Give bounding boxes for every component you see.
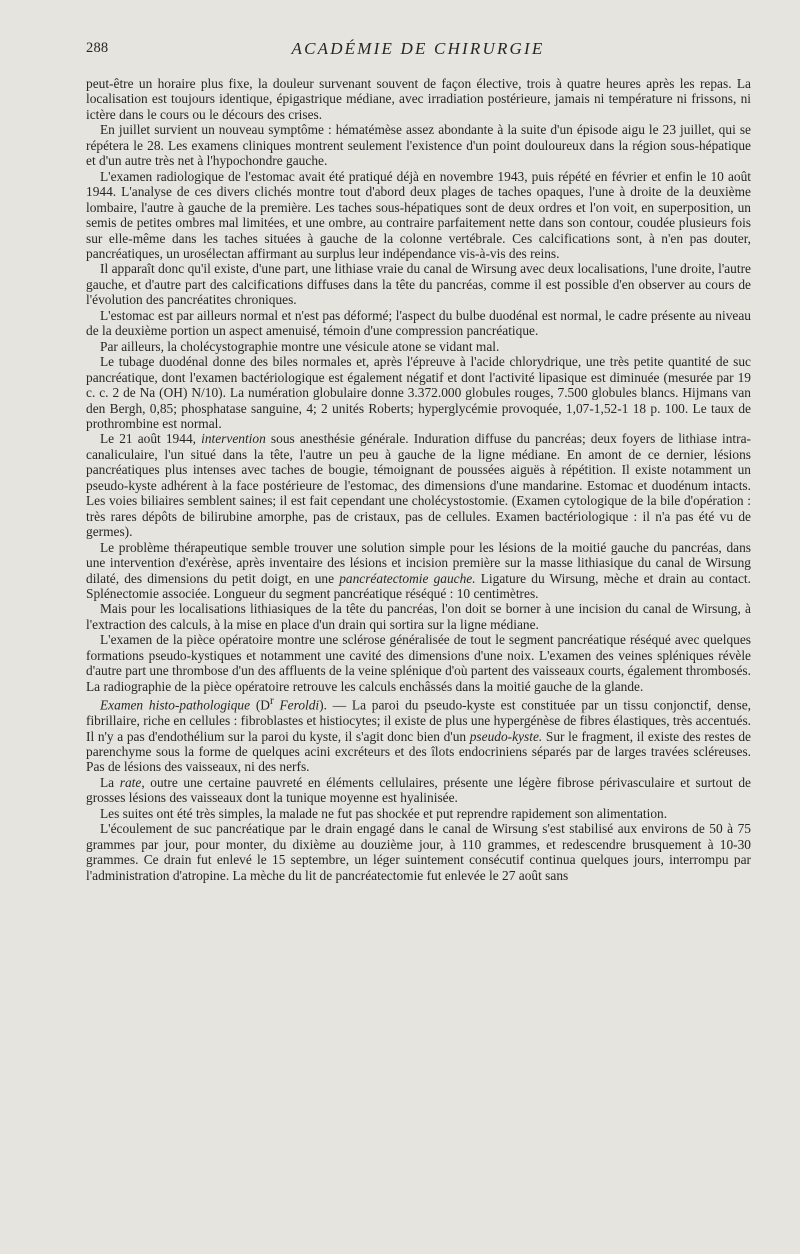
paragraph-specimen-exam: L'examen de la pièce opératoire montre une sclérose généralisée de tout le segment pancréatique réséqué avec quelques formations pseudo-kystiques et notamment une cavité des dimensions d'une noix. L'examen des veines spléniques révèle d'autre part une thrombose d'un des affluents de la veine splénique d'où partent des vaisseaux courts, également thrombosés. La radiographie de la pièce opératoire retrouve les calculs enchâssés dans la moitié gauche de la glande. xyxy=(86,632,751,694)
page-number: 288 xyxy=(86,40,109,56)
paragraph-postoperative: Les suites ont été très simples, la malade ne fut pas shockée et put reprendre rapidement son alimentation. xyxy=(100,805,668,821)
paragraph-wirsung-lithiasis: Il apparaît donc qu'il existe, d'une part, une lithiase vraie du canal de Wirsung avec deux localisations, l'une droite, l'autre gauche, et d'autre part des calcifications diffuses dans la tête du pancréas, comme il est possible d'en observer au cours de l'évolution des pancréatites chroniques. xyxy=(86,261,751,308)
paragraph-intervention: Le 21 août 1944, intervention sous anesthésie générale. Induration diffuse du pancréas; deux foyers de lithiase intra-canaliculaire, l'un situé dans la tête, l'autre un peu à gauche de la ligne médiane. En amont de ce dernier, lésions pancréatiques plus intenses avec taches de bougie, témoignant de poussées aiguës à répétition. Il existe notamment un pseudo-kyste adhérent à la face postérieure de l'estomac, des dimensions d'une mandarine. Estomac et duodénum intacts. Les voies biliaires semblent saines; il est fait cependant une cholécystostomie. (Examen cytologique de la bile d'opération : très rares dépôts de bilirubine amorphe, pas de cristaux, pas de cellules. Examen bactériologique : il n'a pas été vu de germes). xyxy=(86,431,751,540)
paragraph-spleen: La rate, outre une certaine pauvreté en éléments cellulaires, présente une légère fibrose périvasculaire et surtout de grosses lésions des vaisseaux dont la tunique moyenne est hyalinisée. xyxy=(86,774,751,806)
paragraph-histopathology: Examen histo-pathologique ($D^r$ Feroldi). — La paroi du pseudo-kyste est constituée par un tissu conjonctif, dense, fibrillaire, riche en cellules : fibroblastes et histiocytes; il existe de plus une hypergénèse de fibres élastiques, très accentués. Il n'y a pas d'endothélium sur la paroi du kyste, il s'agit donc bien d'un pseudo-kyste. Sur le fragment, il existe des restes de parenchyme sous la forme de quelques acini excréteurs et des îlots endocriniens séparés par de larges travées scléreuses. Pas de lésions des vaisseaux, ni des nerfs. xyxy=(86,695,751,775)
paragraph-stomach: L'estomac est par ailleurs normal et n'est pas déformé; l'aspect du bulbe duodénal est normal, le cadre présente au niveau de la deuxième portion un aspect amenuisé, témoin d'une compression pancréatique. xyxy=(86,307,751,339)
paragraph-head-localisation: Mais pour les localisations lithiasiques de la tête du pancréas, l'on doit se borner à une incision du canal de Wirsung, à l'extraction des calculs, à la mise en place d'un drain qui sortira sur la ligne médiane. xyxy=(86,601,751,632)
paragraph-radiology: L'examen radiologique de l'estomac avait été pratiqué déjà en novembre 1943, puis répété en février et enfin le 10 août 1944. L'analyse de ces divers clichés montre tout d'abord deux plages de taches opaques, l'une à droite de la deuxième lombaire, l'autre à gauche de la première. Les taches sous-hépatiques sont de deux ordres et l'on voit, en superposition, un semis de petites ombres mal limitées, et une ombre, au contraire parfaitement nette dans son contour, coudée plusieurs fois sur elle-même dans les taches situées à gauche de la colonne vertébrale. Ces calcifications sont, à n'en pas douter, pancréatiques, un urosélectan affirmant au surplus leur indépendance vis-à-vis des reins. xyxy=(86,168,751,261)
paragraph-pancreatic-drainage: L'écoulement de suc pancréatique par le drain engagé dans le canal de Wirsung s'est stabilisé aux environs de 50 à 75 grammes par jour, pour monter, du dixième au douzième jour, à 110 grammes, et redescendre brusquement à 10-30 grammes. Ce drain fut enlevé le 15 septembre, un léger suintement consécutif continua quelques jours, interrompu par l'administration d'atropine. La mèche du lit de pancréatectomie fut enlevée le 27 août sans xyxy=(86,821,751,883)
page-header xyxy=(86,40,750,64)
running-title: ACADÉMIE DE CHIRURGIE xyxy=(291,39,545,58)
paragraph-continued: peut-être un horaire plus fixe, la douleur survenant souvent de façon élective, trois à quatre heures après les repas. La localisation est toujours identique, épigastrique médiane, avec irradiation postérieure, jamais ni température ni frissons, ni ictère dans le cours ou le décours des crises. xyxy=(86,76,751,122)
paragraph-hematemesis: En juillet survient un nouveau symptôme : hématémèse assez abondante à la suite d'un épisode aigu le 23 juillet, qui se répétera le 28. Les examens cliniques montrent seulement l'existence d'un point douloureux dans la région sous-hépatique et d'un autre très net à l'hypochondre gauche. xyxy=(86,122,751,169)
body-text xyxy=(86,76,751,883)
paragraph-cholecystography: Par ailleurs, la cholécystographie montre une vésicule atone se vidant mal. xyxy=(100,338,500,354)
paragraph-duodenal-tubage: Le tubage duodénal donne des biles normales et, après l'épreuve à l'acide chlorydrique, une très petite quantité de suc pancréatique, dont l'examen bactériologique est également négatif et dont l'activité lipasique est diminuée (mesurée par 19 c. c. 2 de Na (OH) N/10). La numération globulaire donne 3.372.000 globules rouges, 7.500 globules blancs. Hijmans van den Bergh, 0,85; phosphatase sanguine, 4; 2 unités Roberts; hyperglycémie provoquée, 1,07-1,52-1 18 p. 100. Le taux de prothrombine est normal. xyxy=(86,354,751,431)
paragraph-therapeutic-problem: Le problème thérapeutique semble trouver une solution simple pour les lésions de la moitié gauche du pancréas, dans une intervention d'exérèse, après inventaire des lésions et incision première sur la masse lithiasique du canal de Wirsung dilaté, des dimensions du petit doigt, en une pancréatectomie gauche. Ligature du Wirsung, mèche et drain au contact. Splénectomie associée. Longueur du segment pancréatique réséqué : 10 centimètres. xyxy=(86,539,751,601)
